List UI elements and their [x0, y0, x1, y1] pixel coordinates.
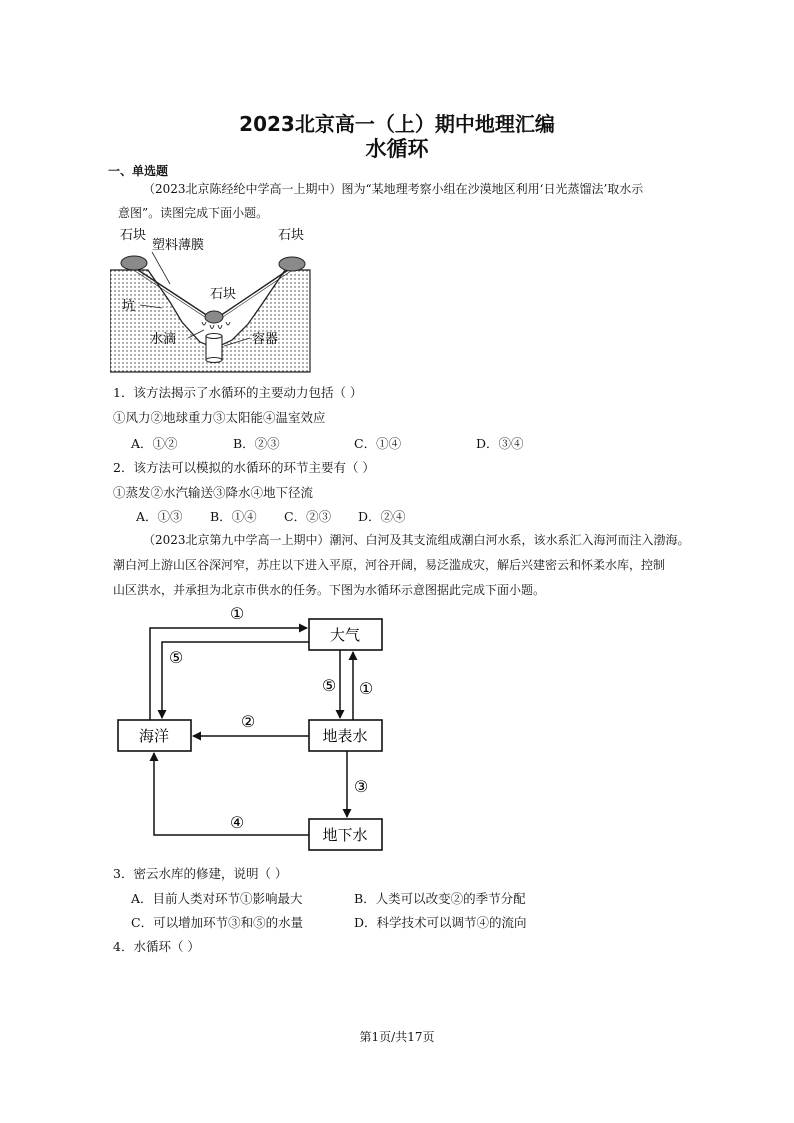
label-rock-right: 石块 — [278, 228, 305, 243]
q1-option-b: B．②③ — [233, 436, 280, 451]
q1-option-a: A．①② — [131, 436, 178, 451]
q1-option-d: D．③④ — [476, 436, 524, 451]
rock-left — [121, 256, 147, 270]
label-container: 容器 — [252, 332, 279, 347]
marker-bottom: ④ — [229, 813, 245, 832]
q2-option-c: C．②③ — [284, 509, 332, 524]
label-atmosphere: 大气 — [329, 626, 361, 644]
q3-option-b: B．人类可以改变②的季节分配 — [354, 891, 526, 906]
marker-vertical-left: ⑤ — [321, 676, 337, 695]
q3-option-d: D．科学技术可以调节④的流向 — [354, 915, 527, 930]
marker-down: ③ — [353, 777, 369, 796]
intro2-line1: （2023北京第九中学高一上期中）潮河、白河及其支流组成潮白河水系，该水系汇入海河而注入渤海。 — [143, 533, 690, 547]
label-ocean: 海洋 — [138, 727, 170, 745]
solar-still-figure — [110, 222, 320, 377]
q2-option-d: D．②④ — [358, 509, 406, 524]
intro1-line2: 意图”。读图完成下面小题。 — [118, 206, 269, 220]
page-subtitle: 水循环 — [365, 137, 429, 161]
label-drops: 水滴 — [150, 332, 177, 347]
marker-top: ① — [229, 604, 245, 623]
section-heading: 一、单选题 — [108, 164, 169, 178]
q2-items: ①蒸发②水汽输送③降水④地下径流 — [113, 485, 314, 500]
label-film: 塑料薄膜 — [152, 238, 205, 253]
marker-vertical-right: ① — [358, 679, 374, 698]
q4-stem: 4．水循环（ ） — [113, 939, 200, 954]
intro2-line2: 潮白河上游山区谷深河窄，苏庄以下进入平原，河谷开阔，易泛滥成灾，解后兴建密云和怀柔水库，控制 — [113, 558, 666, 572]
marker-left-inner: ⑤ — [168, 648, 184, 667]
label-surface-water: 地表水 — [322, 727, 368, 745]
label-rock-left: 石块 — [120, 228, 147, 243]
intro1-line1: （2023北京陈经纶中学高一上期中）图为“某地理考察小组在沙漠地区利用‘日光蒸馏法’取水示 — [143, 182, 644, 196]
rock-center — [205, 311, 223, 323]
label-groundwater: 地下水 — [322, 826, 368, 844]
water-cycle-diagram — [110, 600, 400, 855]
page-title: 2023北京高一（上）期中地理汇编 — [239, 112, 555, 136]
q1-items: ①风力②地球重力③太阳能④温室效应 — [113, 410, 326, 425]
q1-stem: 1．该方法揭示了水循环的主要动力包括（ ） — [113, 385, 363, 400]
q1-option-c: C．①④ — [354, 436, 402, 451]
label-pit: 坑 — [122, 299, 136, 314]
q3-stem: 3．密云水库的修建，说明（ ） — [113, 866, 288, 881]
marker-middle: ② — [240, 712, 256, 731]
arrow-precipitation-ocean — [162, 642, 309, 718]
container — [206, 336, 222, 360]
rock-right — [279, 257, 305, 271]
intro2-line3: 山区洪水，并承担为北京市供水的任务。下图为水循环示意图据此完成下面小题。 — [113, 583, 546, 597]
q2-option-a: A．①③ — [136, 509, 183, 524]
q3-option-c: C．可以增加环节③和⑤的水量 — [131, 915, 304, 930]
page-number: 第1页/共17页 — [359, 1030, 435, 1044]
label-rock-center: 石块 — [210, 287, 237, 302]
q2-stem: 2．该方法可以模拟的水循环的环节主要有（ ） — [113, 460, 375, 475]
q2-option-b: B．①④ — [210, 509, 257, 524]
q3-option-a: A．目前人类对环节①影响最大 — [131, 891, 303, 906]
